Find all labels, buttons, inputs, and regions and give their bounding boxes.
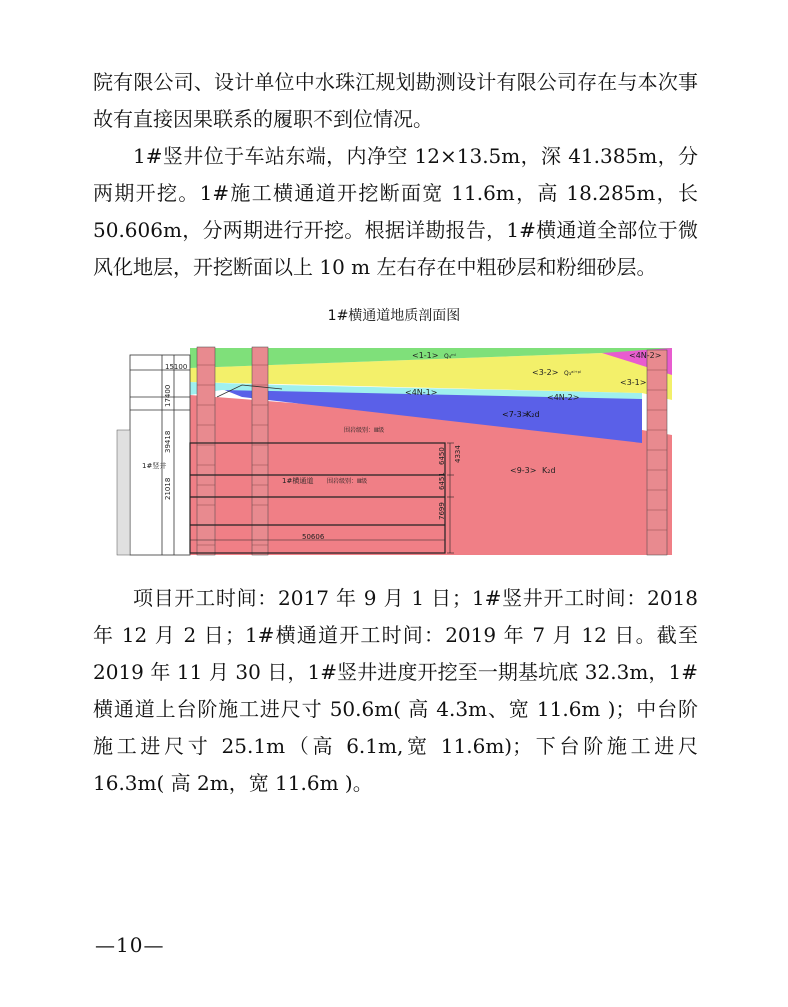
- rock-grade-lower: 围岩级别：Ⅲ级: [327, 478, 368, 485]
- layer-sub-1-1: Q₄ᵐˡ: [444, 353, 456, 360]
- paragraph-3: 项目开工时间：2017 年 9 月 1 日；1#竖井开工时间：2018 年 12 月 2 日；1#横通道开工时间：2019 年 7 月 12 日。截至 2019 年 11 月 30 日，1#竖井进度开挖至一期基坑底 32.3m，1#横通道上台阶施工进尺寸 50.6m( 高 4.3m、宽 11.6m )；中台阶施工进尺寸 25.1m（高 6.1m,宽 11.6m)；下台阶施工进尺 16.3m( 高 2m，宽 11.6m )。: [93, 586, 698, 795]
- paragraph-1: 院有限公司、设计单位中水珠江规划勘测设计有限公司存在与本次事故有直接因果联系的履职不到位情况。: [93, 70, 698, 131]
- dim-4334: 4334: [454, 445, 462, 463]
- dim-39418: 39418: [164, 430, 172, 453]
- layer-label-1-1: <1-1>: [412, 351, 439, 360]
- dim-15100: 15100: [165, 363, 188, 371]
- page-number: —10—: [95, 933, 165, 957]
- dim-21018: 21018: [164, 477, 172, 500]
- geologic-section-figure: [112, 325, 690, 560]
- layer-label-4n2-right: <4N-2>: [629, 351, 662, 360]
- borehole-right: [647, 350, 667, 555]
- shaft-label: 1#竖井: [142, 462, 167, 470]
- layer-label-4n1: <4N-1>: [405, 388, 438, 397]
- layer-label-9-3: <9-3>: [510, 466, 537, 475]
- dim-6451: 6451: [438, 472, 446, 490]
- borehole-middle: [252, 347, 268, 555]
- layer-label-7-3: <7-3>: [502, 410, 529, 419]
- channel-label: 1#横通道: [282, 477, 314, 485]
- dim-17400: 17400: [164, 384, 172, 407]
- dim-6450: 6450: [438, 447, 446, 465]
- dim-7699: 7699: [438, 502, 446, 520]
- layer-sub-7-3: K₂d: [526, 410, 540, 419]
- layer-sub-3-2: Q₃ᵃˡ⁺ᵖˡ: [564, 370, 582, 377]
- dim-50606: 50606: [302, 533, 325, 541]
- borehole-left: [197, 347, 215, 555]
- layer-label-4n2: <4N-2>: [547, 393, 580, 402]
- layer-sub-9-3: K₂d: [542, 466, 556, 475]
- rock-grade-upper: 围岩级别：Ⅲ级: [344, 427, 385, 434]
- layer-label-3-1: <3-1>: [620, 378, 647, 387]
- layer-label-3-2: <3-2>: [532, 368, 559, 377]
- paragraph-2: 1#竖井位于车站东端，内净空 12×13.5m，深 41.385m，分两期开挖。1#施工横通道开挖断面宽 11.6m，高 18.285m，长 50.606m，分两期进行开挖。根据详勘报告，1#横通道全部位于微风化地层，开挖断面以上 10 m 左右存在中粗砂层和粉细砂层。: [93, 144, 698, 279]
- figure-title: 1#横通道地质剖面图: [327, 308, 461, 324]
